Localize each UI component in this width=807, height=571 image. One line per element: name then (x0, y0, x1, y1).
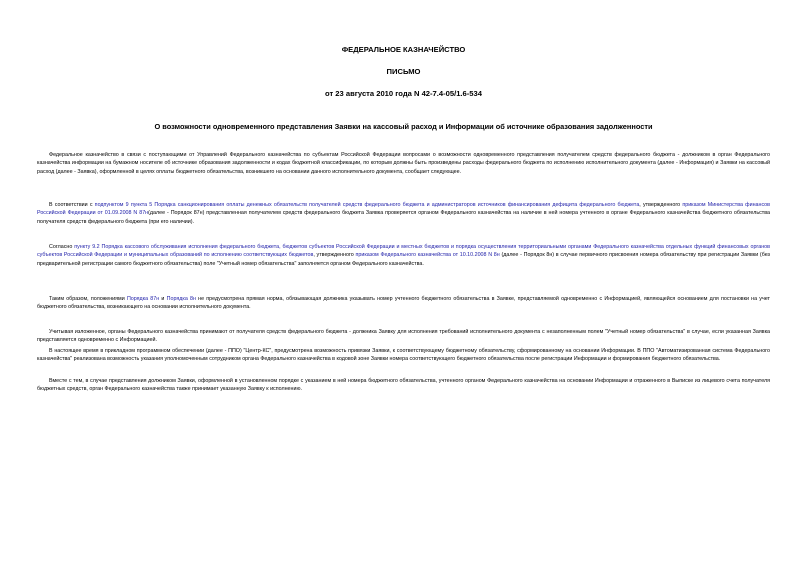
paragraph-5: Учитывая изложенное, органы Федерального казначейства принимают от получателя средств федерального бюджета - должника Заявку для исполнения требований исполнительного документа с незаполненным полем "Учетный номер обязательства" в случае, если указанная Заявка представляется одновременно с Информацией. (37, 329, 770, 344)
paragraph-3-text-3: (далее - Порядок 8н) в случае первичного присвоения номера обязательству при регистрации Заявки (без предварительной регистрации самого бюджетного обязательства) поле "Учетный номер обязательства" заполняется органом Федерального казначейства. (37, 252, 770, 267)
paragraph-3-text-2: , утвержденного (313, 252, 356, 259)
paragraph-3-text-1: Согласно (49, 244, 75, 250)
paragraph-6: В настоящее время в прикладном программном обеспечении (далее - ППО) "Центр-КС", предусмотрена возможность привязки Заявки, к соответствующему бюджетному обязательству, сформированному на основании Информации. В ППО "Автоматизированная система Федерального казначейства" реализована возможность указания уполномоченным сотрудником органа Федерального казначейства в кодовой зоне Заявки номера соответствующего бюджетного обязательства после регистрации Информации и формирования бюджетного обязательства. (37, 348, 770, 363)
document-date-number: от 23 августа 2010 года N 42-7.4-05/1.6-534 (325, 89, 482, 98)
paragraph-4 (37, 295, 770, 312)
paragraph-7: Вместе с тем, в случае представления должником Заявки, оформленной в установленном порядке с указанием в ней номера бюджетного обязательства, учтенного органом Федерального казначейства на основании Информации и отраженного в Выписке из лицевого счета получателя бюджетных средств, орган Федерального казначейства также принимает указанную Заявку к исполнению. (37, 378, 770, 393)
link-minfin-order-87n[interactable]: приказом Министерства финансов Российской Федерации от 01.09.2008 N 87н (37, 202, 770, 217)
paragraph-2-text-1: В соответствии с (49, 202, 95, 208)
issuer-title: ФЕДЕРАЛЬНОЕ КАЗНАЧЕЙСТВО (341, 45, 466, 54)
link-order-87n[interactable]: Порядка 87н (126, 296, 160, 302)
link-order-87n-subitem[interactable]: подпунктом 9 пункта 5 Порядка санкционирования оплаты денежных обязательств получателей средств федерального бюджета и администраторов источников финансирования дефицита федерального бюджета (94, 202, 640, 208)
link-order-8n-item[interactable]: пункту 9.2 Порядка кассового обслуживания исполнения федерального бюджета, бюджетов субъектов Российской Федерации и местных бюджетов и порядка осуществления территориальными органами Федерального казначейства отдельных функций финансовых органов субъектов Российской Федерации и муниципальных образований по исполнению соответствующих бюджетов (37, 244, 770, 259)
paragraph-2-text-3: (далее - Порядок 87н) представленная получателем средств федерального бюджета Заявка проверяется органом Федерального казначейства на наличие в ней номера учтенного в органе Федерального казначейства бюджетного обязательства получателя средств федерального бюджета (при его наличии). (37, 210, 770, 225)
link-order-8n[interactable]: Порядка 8н (166, 296, 196, 302)
document-type: ПИСЬМО (386, 67, 421, 76)
paragraph-4-text-3: не предусмотрена прямая норма, обязывающая должника указывать номер учтенного бюджетного обязательства в Заявке, представляемой одновременно с Информацией, являющейся основанием для постановки на учет бюджетного обязательства, возникающего на основании исполнительного документа. (37, 296, 770, 311)
link-treasury-order-8n[interactable]: приказом Федерального казначейства от 10.10.2008 N 8н (355, 252, 500, 259)
paragraph-4-text-2: и (159, 296, 167, 302)
paragraph-4-text-1: Таким образом, положениями (49, 296, 127, 302)
paragraph-1: Федеральное казначейство в связи с поступающими от Управлений Федерального казначейства по субъектам Российской Федерации вопросами о возможности одновременного представления получателем средств федерального бюджета - должником в орган Федерального казначейства информации на бумажном носителе об источнике образования задолженности и кодах бюджетной классификации, по которым должны быть произведены расходы федерального бюджета по исполнению исполнительного документа (далее - Информация) и Заявки на кассовый расход (далее - Заявка), оформленной в целях оплаты бюджетного обязательства, возникшего на основании данного исполнительного документа, сообщает следующее. (37, 152, 770, 175)
paragraph-2-text-2: , утвержденного (639, 202, 683, 208)
paragraph-2 (37, 201, 770, 226)
paragraph-3 (37, 243, 770, 268)
document-subject: О возможности одновременного представления Заявки на кассовый расход и Информации об источнике образования задолженности (154, 122, 653, 131)
